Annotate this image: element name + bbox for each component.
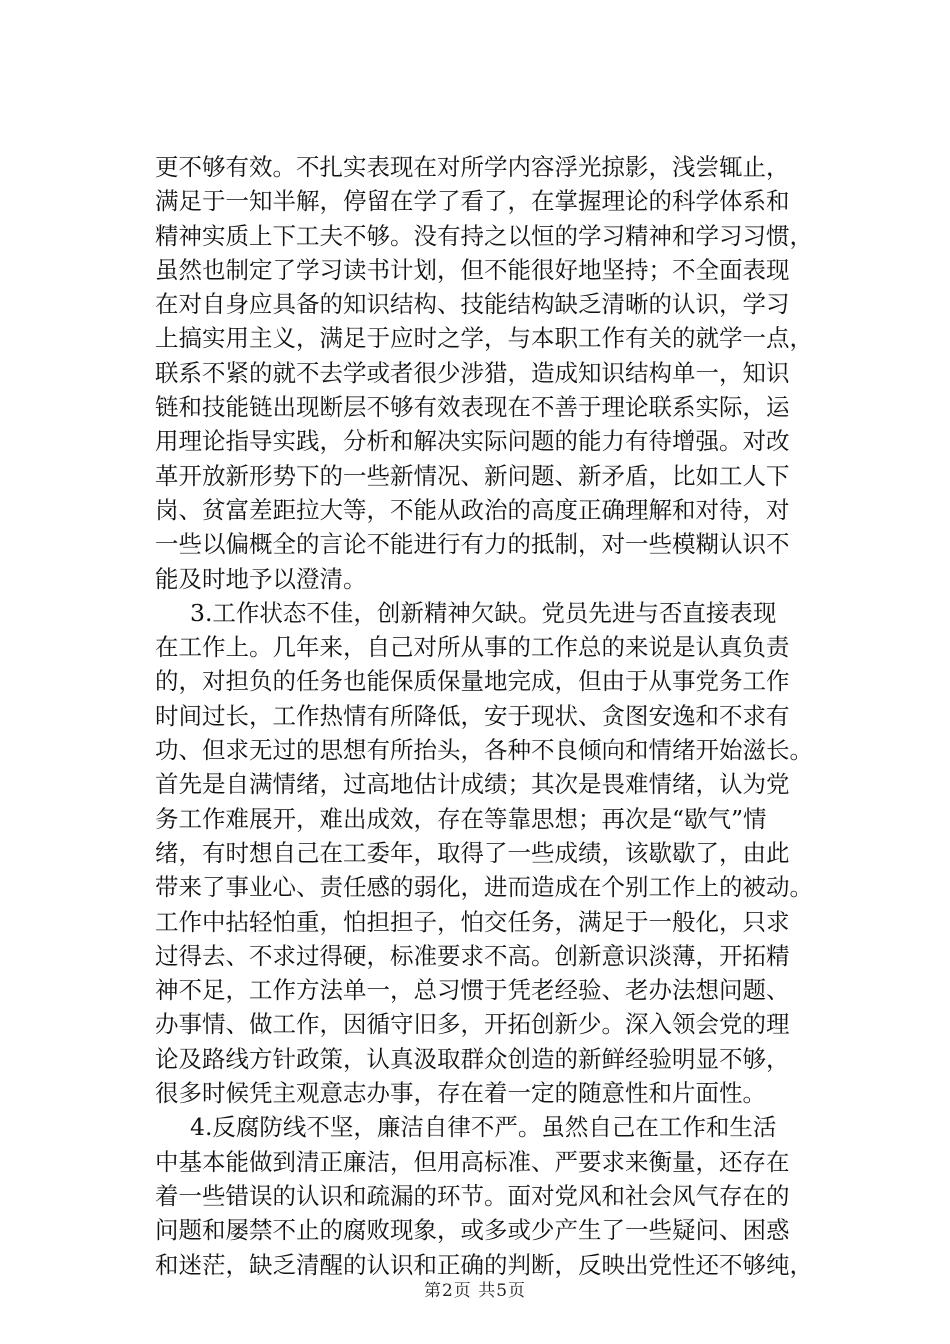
text-line: 精神实质上下工夫不够。没有持之以恒的学习精神和学习习惯， xyxy=(155,221,813,250)
section-heading-line: 3.工作状态不佳，创新精神欠缺。党员先进与否直接表现 xyxy=(190,598,777,627)
text-line: 更不够有效。不扎实表现在对所学内容浮光掠影，浅尝辄止， xyxy=(155,153,790,181)
text-line: 和迷茫，缺乏清醒的认识和正确的判断，反映出党性还不够纯， xyxy=(155,1250,813,1279)
text-line: 过得去、不求过得硬，标准要求不高。创新意识淡薄，开拓精 xyxy=(155,941,790,970)
text-line: 办事情、做工作，因循守旧多，开拓创新少。深入领会党的理 xyxy=(155,1010,790,1039)
text-line: 上搞实用主义，满足于应时之学，与本职工作有关的就学一点， xyxy=(155,324,813,353)
text-line: 时间过长，工作热情有所降低，安于现状、贪图安逸和不求有 xyxy=(155,701,790,730)
document-body xyxy=(155,150,813,1282)
text-line: 首先是自满情绪，过高地估计成绩；其次是畏难情绪，认为党 xyxy=(155,770,790,799)
text-line: 链和技能链出现断层不够有效表现在不善于理论联系实际，运 xyxy=(155,393,790,422)
text-line: 的，对担负的任务也能保质保量地完成，但由于从事党务工作 xyxy=(155,667,790,696)
text-line: 问题和屡禁不止的腐败现象，或多或少产生了一些疑问、困惑 xyxy=(155,1216,790,1245)
text-line: 革开放新形势下的一些新情况、新问题、新矛盾，比如工人下 xyxy=(155,461,790,490)
text-line: 岗、贫富差距拉大等，不能从政治的高度正确理解和对待，对 xyxy=(155,495,790,524)
text-line: 神不足，工作方法单一，总习惯于凭老经验、老办法想问题、 xyxy=(155,976,790,1005)
page-number-footer: 第2页 共5页 xyxy=(423,1281,527,1301)
text-line: 用理论指导实践，分析和解决实际问题的能力有待增强。对改 xyxy=(155,427,790,456)
text-line: 论及路线方针政策，认真汲取群众创造的新鲜经验明显不够， xyxy=(155,1044,790,1073)
text-line: 务工作难展开，难出成效，存在等靠思想；再次是“歇气”情 xyxy=(155,804,767,833)
text-line: 一些以偏概全的言论不能进行有力的抵制，对一些模糊认识不 xyxy=(155,530,790,559)
text-line: 中基本能做到清正廉洁，但用高标准、严要求来衡量，还存在 xyxy=(155,1147,790,1176)
text-line: 带来了事业心、责任感的弱化，进而造成在个别工作上的被动。 xyxy=(155,873,813,902)
text-line: 满足于一知半解，停留在学了看了，在掌握理论的科学体系和 xyxy=(155,187,790,216)
text-line: 在对自身应具备的知识结构、技能结构缺乏清晰的认识，学习 xyxy=(155,290,790,319)
text-line: 联系不紧的就不去学或者很少涉猎，造成知识结构单一，知识 xyxy=(155,358,790,387)
text-line: 虽然也制定了学习读书计划，但不能很好地坚持；不全面表现 xyxy=(155,255,790,284)
text-line: 绪，有时想自己在工委年，取得了一些成绩，该歇歇了，由此 xyxy=(155,838,790,867)
text-line: 很多时候凭主观意志办事，存在着一定的随意性和片面性。 xyxy=(155,1079,766,1108)
text-line: 着一些错误的认识和疏漏的环节。面对党风和社会风气存在的 xyxy=(155,1181,790,1210)
text-line: 功、但求无过的思想有所抬头，各种不良倾向和情绪开始滋长。 xyxy=(155,736,813,765)
text-line: 能及时地予以澄清。 xyxy=(155,564,367,593)
section-heading-line: 4.反腐防线不坚，廉洁自律不严。虽然自己在工作和生活 xyxy=(190,1113,777,1142)
text-line: 在工作上。几年来，自己对所从事的工作总的来说是认真负责 xyxy=(155,633,790,662)
text-line: 工作中拈轻怕重，怕担担子，怕交任务，满足于一般化，只求 xyxy=(155,907,790,936)
